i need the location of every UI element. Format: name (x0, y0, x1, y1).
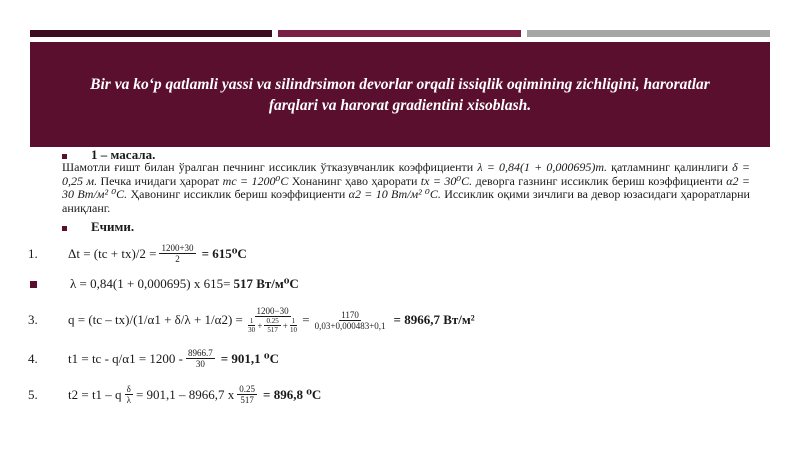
sub-num: 1 (291, 317, 296, 325)
a2-formula: α2 = 30 Вт/м² ⁰C. (62, 173, 750, 201)
tx-formula: tx = 30⁰C. (420, 173, 473, 188)
equals-sign: = (302, 312, 310, 327)
problem-text-1: Шамотли ғишт билан ўралган печнинг иссиклик ўтказувчанлик коэффициенти (62, 160, 478, 174)
step-3-fraction-2 (313, 310, 388, 331)
problem-text-5: деворга газнинг иссиклик бериш коэффициенти (472, 173, 727, 188)
fraction-denominator: $\frac{1}{30}$ + $\frac{0.25}{517}$ + $\frac{1}{10}$ (248, 317, 298, 334)
solution-step-3 (28, 306, 475, 334)
problem-text-3: Печка ичидаги ҳарорат (97, 173, 223, 188)
step-4-fraction (186, 348, 215, 369)
step-1-fraction (159, 243, 195, 264)
step-3-result: = 8966,7 Вт/м² (393, 312, 475, 327)
step-4-result: = 901,1 ⁰C (220, 350, 279, 366)
step-3-lhs: q = (tс – tх)/(1/α1 + δ/λ + 1/α2) = (68, 312, 243, 327)
fraction-denominator: 517 (240, 395, 254, 405)
problem-text-4: Хонанинг ҳаво ҳарорати (288, 173, 421, 188)
bullet-icon (62, 226, 67, 231)
solution-step-4 (28, 348, 279, 369)
tc-formula: mс = 1200⁰C (222, 173, 289, 188)
step-1-result: = 615⁰C (201, 245, 247, 261)
step-number: 1. (28, 245, 38, 261)
a2b-formula: α2 = 10 Вт/м² ⁰C. (348, 187, 441, 201)
solution-step-1 (28, 243, 247, 264)
step-2-marker-icon (30, 281, 37, 288)
step-5-fraction (237, 384, 257, 405)
step-1-lhs: Δt = (tс + tх)/2 = (68, 245, 157, 261)
step-3-compound-fraction (246, 306, 299, 334)
fraction-numerator: 8966.7 (188, 348, 213, 358)
fraction-denominator: 30 (195, 359, 205, 369)
decor-bar-3 (527, 30, 770, 37)
decor-bar-1 (30, 30, 272, 37)
solution-heading (62, 219, 134, 235)
sub-num: 0.25 (266, 317, 279, 325)
step-5-result: = 896,8 ⁰C (263, 386, 322, 402)
problem-text-2: қатламнинг қалинлиги (607, 160, 733, 174)
fraction-denominator: λ (126, 395, 131, 405)
step-5-lhs: t2 = t1 – q (68, 386, 122, 402)
solution-heading-text: Ечими. (91, 219, 135, 234)
sub-den: 10 (290, 326, 298, 334)
problem-statement (62, 161, 750, 215)
step-number: 3. (28, 312, 38, 327)
sub-fraction (264, 317, 280, 334)
title-banner (30, 42, 770, 147)
fraction-numerator: δ (126, 384, 131, 394)
delta-formula: δ = 0,25 м. (62, 160, 750, 188)
step-2-result: 517 Вт/м⁰C (233, 276, 299, 291)
sub-den: 517 (267, 326, 278, 334)
sub-fraction (290, 317, 298, 334)
fraction-numerator: 1200+30 (161, 243, 194, 253)
lambda-formula: λ = 0,84(1 + 0,000695)m. (477, 160, 607, 174)
fraction-numerator: 1170 (341, 309, 359, 320)
sub-num: 1 (249, 317, 254, 325)
problem-heading-text: 1 – масала. (91, 147, 156, 162)
fraction-numerator: 1200−30 (256, 306, 289, 316)
step-4-lhs: t1 = tс - q/α1 = 1200 - (68, 350, 183, 366)
step-2-lhs: λ = 0,84(1 + 0,000695) x 615= (70, 276, 231, 291)
step-number: 4. (28, 350, 38, 366)
fraction-denominator: 2 (175, 254, 180, 264)
decor-bar-2 (278, 30, 521, 37)
bullet-icon (62, 154, 67, 159)
delta-over-lambda (125, 384, 133, 405)
solution-step-2 (28, 276, 299, 292)
solution-step-5 (28, 384, 321, 405)
sub-fraction (248, 317, 256, 334)
step-5-mid: = 901,1 – 8966,7 x (135, 386, 235, 402)
fraction-denominator: 0,03+0,000483+0,1 (314, 320, 386, 331)
sub-den: 30 (248, 326, 256, 334)
slide-title: Bir va ko‘p qatlamli yassi va silindrsimon devorlar orqali issiqlik oqimining zichligini, haroratlar farqlari va harorat gradientini xisoblash. (90, 75, 710, 114)
fraction-numerator: 0.25 (239, 384, 256, 394)
problem-text-7: Иссиклик оқими зичлиги ва девор юзасидаги ҳароратларни аниқланг. (62, 187, 750, 215)
step-number: 5. (28, 386, 38, 402)
problem-text-6: Ҳавонинг иссиклик бериш коэффициенти (127, 187, 349, 201)
